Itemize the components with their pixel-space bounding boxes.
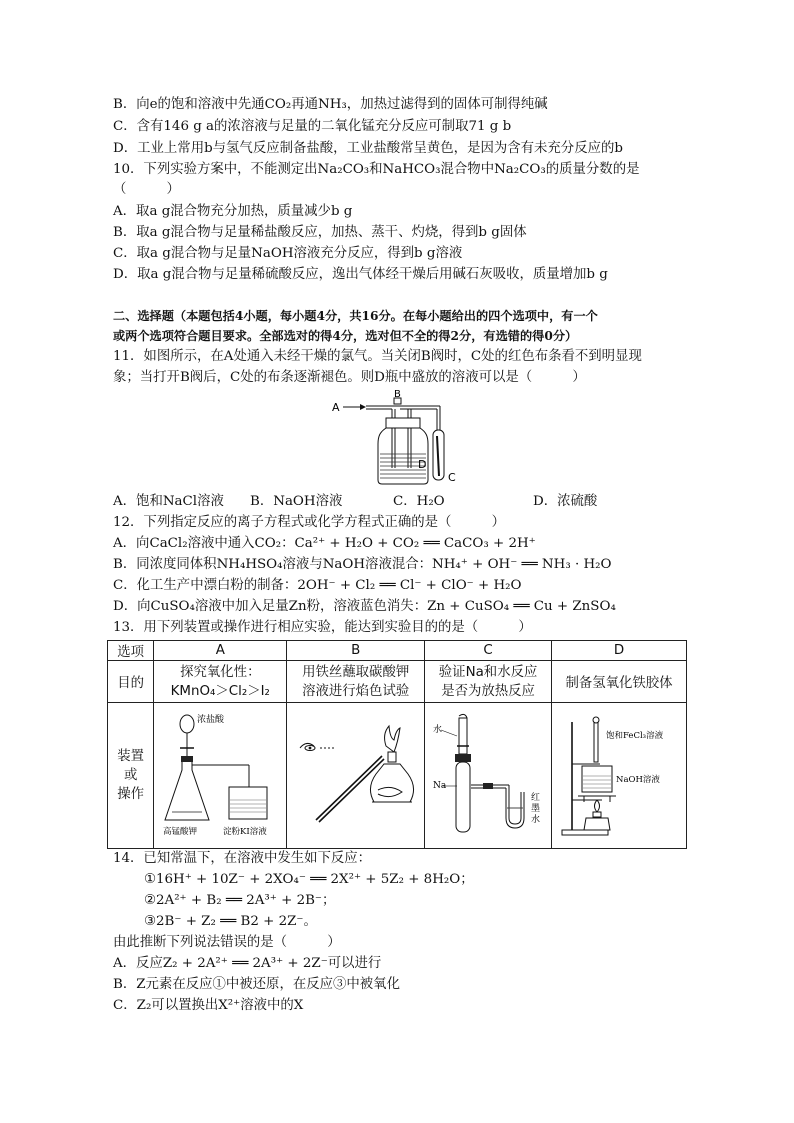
q9-option-c: C．含有146 g a的浓溶液与足量的二氧化锰充分反应可制取71 g b [113, 119, 512, 134]
q10-option-a: A．取a g混合物充分加热，质量减少b g [113, 204, 353, 219]
table-device-c [425, 703, 552, 849]
table-device-a [154, 703, 287, 849]
fig11-label-b: B [394, 389, 401, 400]
q10-option-d: D．取a g混合物与足量稀硫酸反应，逸出气体经干燥后用碱石灰吸收，质量增加b g [113, 267, 608, 282]
device-label-2: 或 [123, 768, 138, 783]
q9-option-b: B．向e的饱和溶液中先通CO₂再通NH₃，加热过滤得到的固体可制得纯碱 [113, 97, 548, 112]
table-head-d: D [552, 641, 687, 661]
q12-option-c: C．化工生产中漂白粉的制备：2OH⁻ + Cl₂ ══ Cl⁻ + ClO⁻ + H₂O [113, 578, 522, 593]
table-head-c: C [425, 641, 552, 661]
apparatus-a-label-kmno4: 高锰酸钾 [163, 826, 198, 837]
table-head-option: 选项 [108, 641, 154, 661]
fig11-label-c: C [448, 471, 456, 484]
table-purpose-a [154, 661, 287, 703]
apparatus-c-label-ink1: 红 [531, 792, 541, 803]
q11-stem-line1: 11．如图所示，在A处通入未经干燥的氯气。当关闭B阀时，C处的红色布条看不到明显现 [113, 349, 642, 364]
table-head-b: B [287, 641, 425, 661]
q11-option-b: B．NaOH溶液 [250, 494, 343, 509]
table-purpose-b [287, 661, 425, 703]
fig11-label-a: A [332, 401, 340, 414]
q14-option-c: C．Z₂可以置换出X²⁺溶液中的X [113, 998, 304, 1013]
q14-reaction-2: ②2A²⁺ + B₂ ══ 2A³⁺ + 2B⁻； [144, 893, 336, 908]
fig11-label-d: D [418, 458, 427, 471]
q11-apparatus-figure [330, 388, 470, 490]
purpose-c-line2: 是否为放热反应 [441, 683, 535, 699]
purpose-a-line1: 探究氧化性： [180, 664, 261, 680]
q11-option-c: C．H₂O [393, 494, 445, 509]
q14-option-a: A．反应Z₂ + 2A²⁺ ══ 2A³⁺ + 2Z⁻可以进行 [113, 956, 382, 971]
q11-option-a: A．饱和NaCl溶液 [113, 494, 224, 509]
q9-option-d: D．工业上常用b与氢气反应制备盐酸，工业盐酸常呈黄色，是因为含有未充分反应的b [113, 141, 623, 156]
q12-option-a: A．向CaCl₂溶液中通入CO₂：Ca²⁺ + H₂O + CO₂ ══ CaCO₃ + 2H⁺ [113, 536, 536, 551]
apparatus-b-figure [290, 708, 422, 844]
apparatus-c-label-water: 水 [433, 724, 443, 735]
q12-stem: 12．下列指定反应的离子方程式或化学方程式正确的是（ ） [113, 515, 505, 530]
table-device-label [108, 703, 154, 849]
q14-stem: 14．已知常温下，在溶液中发生如下反应： [113, 851, 372, 866]
apparatus-a-label-ki: 淀粉KI溶液 [223, 826, 268, 837]
apparatus-d-label-fecl3: 饱和FeCl₃溶液 [606, 730, 664, 741]
q10-stem: 10．下列实验方案中，不能测定出Na₂CO₃和NaHCO₃混合物中Na₂CO₃的质量分数的是 [113, 162, 640, 177]
apparatus-a-figure [157, 708, 283, 844]
table-purpose-c [425, 661, 552, 703]
q12-option-d: D．向CuSO₄溶液中加入足量Zn粉，溶液蓝色消失：Zn + CuSO₄ ══ Cu + ZnSO₄ [113, 599, 616, 614]
q10-option-c: C．取a g混合物与足量NaOH溶液充分反应，得到b g溶液 [113, 246, 463, 261]
purpose-c-line1: 验证Na和水反应 [438, 664, 538, 680]
table-device-d [552, 703, 687, 849]
q11-stem-line2: 象；当打开B阀后，C处的布条逐渐褪色。则D瓶中盛放的溶液可以是（ ） [113, 370, 586, 385]
q13-options-table [107, 640, 687, 849]
apparatus-c-label-na: Na [433, 780, 447, 791]
apparatus-c-label-ink3: 水 [531, 814, 541, 825]
apparatus-a-label-hcl: 浓盐酸 [197, 714, 225, 725]
q10-option-b: B．取a g混合物与足量稀盐酸反应，加热、蒸干、灼烧，得到b g固体 [113, 225, 527, 240]
apparatus-d-label-naoh: NaOH溶液 [616, 774, 660, 785]
q11-option-d: D．浓硫酸 [533, 494, 598, 509]
device-label-1: 装置 [117, 749, 145, 764]
table-device-b [287, 703, 425, 849]
q14-question: 由此推断下列说法错误的是（ ） [113, 935, 341, 950]
q14-reaction-1: ①16H⁺ + 10Z⁻ + 2XO₄⁻ ══ 2X²⁺ + 5Z₂ + 8H₂O； [144, 872, 474, 887]
apparatus-c-label-ink2: 墨 [531, 803, 541, 814]
q13-stem: 13．用下列装置或操作进行相应实验，能达到实验目的的是（ ） [113, 620, 532, 635]
apparatus-d-figure [554, 708, 684, 844]
table-purpose-label: 目的 [108, 661, 154, 703]
section-2-heading-line2: 或两个选项符合题目要求。全部选对的得4分，选对但不全的得2分，有选错的得0分） [113, 329, 578, 343]
purpose-b-line1: 用铁丝蘸取碳酸钾 [302, 664, 410, 680]
table-head-a: A [154, 641, 287, 661]
device-label-3: 操作 [117, 787, 145, 802]
purpose-a-line2: KMnO₄＞Cl₂＞I₂ [170, 683, 270, 699]
purpose-b-line2: 溶液进行焰色试验 [302, 683, 410, 699]
table-purpose-d: 制备氢氧化铁胶体 [552, 661, 687, 703]
q14-reaction-3: ③2B⁻ + Z₂ ══ B2 + 2Z⁻。 [144, 914, 317, 929]
q14-option-b: B．Z元素在反应①中被还原，在反应③中被氧化 [113, 977, 400, 992]
section-2-heading-line1: 二、选择题（本题包括4小题，每小题4分，共16分。在每小题给出的四个选项中，有一个 [113, 309, 598, 323]
q12-option-b: B．同浓度同体积NH₄HSO₄溶液与NaOH溶液混合：NH₄⁺ + OH⁻ ══ NH₃ · H₂O [113, 557, 612, 572]
q10-answer-paren: （ ） [113, 182, 180, 197]
apparatus-c-figure [427, 708, 549, 844]
